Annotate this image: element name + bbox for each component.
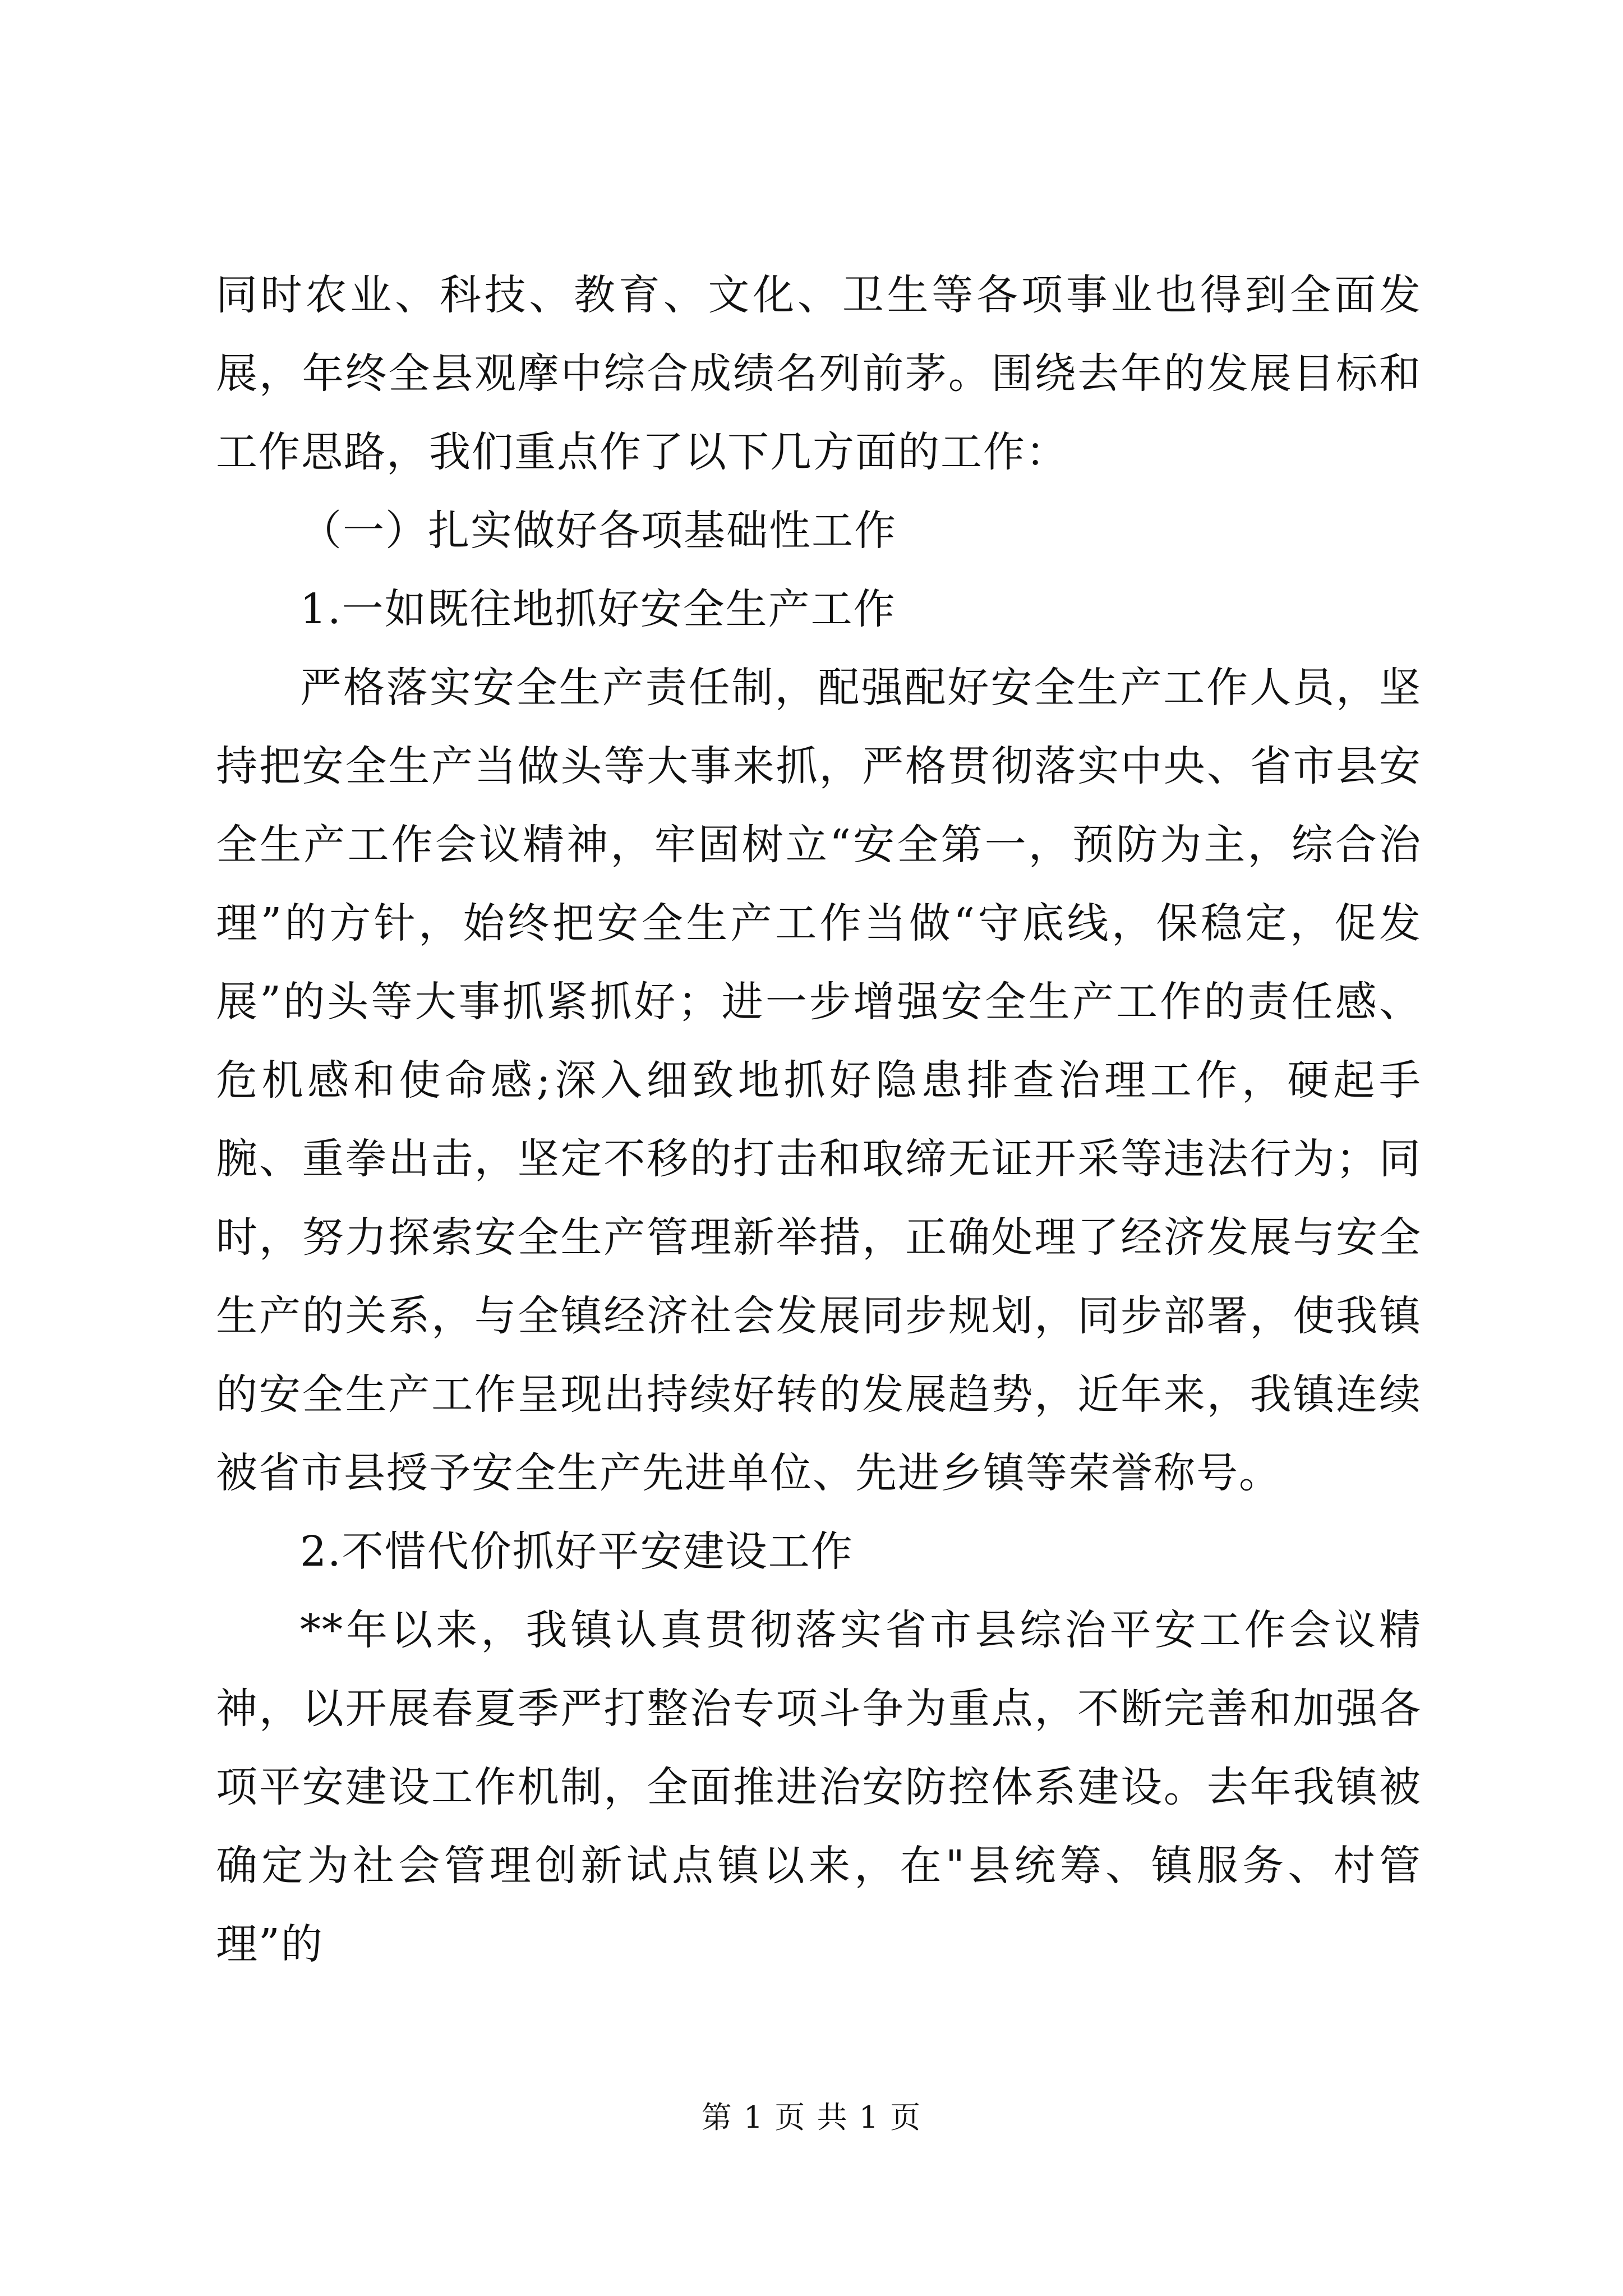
subheading-peace-building: 2.不惜代价抓好平安建设工作 — [300, 1527, 854, 1576]
page-number-footer: 第 1 页 共 1 页 — [701, 2100, 922, 2135]
section-heading: （一）扎实做好各项基础性工作 — [300, 507, 897, 555]
subheading-safety-production: 1.一如既往地抓好安全生产工作 — [300, 585, 896, 633]
body-paragraph-safety-production: 严格落实安全生产责任制，配强配好安全生产工作人员，坚持把安全生产当做头等大事来抓，严格贯彻落实中央、省市县安全生产工作会议精神，牢固树立“安全第一，预防为主，综合治理”的方针，始终把安全生产工作当做“守底线，保稳定，促发展”的头等大事抓紧抓好；进一步增强安全生产工作的责任感、危机感和使命感;深入细致地抓好隐患排查治理工作，硬起手腕、重拳出击，坚定不移的打击和取缔无证开采等违法行为；同时，努力探索安全生产管理新举措，正确处理了经济发展与安全生产的关系，与全镇经济社会发展同步规划，同步部署，使我镇的安全生产工作呈现出持续好转的发展趋势，近年来，我镇连续被省市县授予安全生产先进单位、先进乡镇等荣誉称号。 — [216, 664, 1422, 1497]
body-paragraph-peace-building: **年以来，我镇认真贯彻落实省市县综治平安工作会议精神，以开展春夏季严打整治专项斗争为重点，不断完善和加强各项平安建设工作机制，全面推进治安防控体系建设。去年我镇被确定为社会管理创新试点镇以来，在"县统筹、镇服务、村管理”的 — [216, 1606, 1422, 1968]
body-paragraph-continued: 同时农业、科技、教育、文化、卫生等各项事业也得到全面发展，年终全县观摩中综合成绩名列前茅。围绕去年的发展目标和工作思路，我们重点作了以下几方面的工作： — [216, 271, 1422, 476]
document-body — [216, 256, 1422, 1984]
